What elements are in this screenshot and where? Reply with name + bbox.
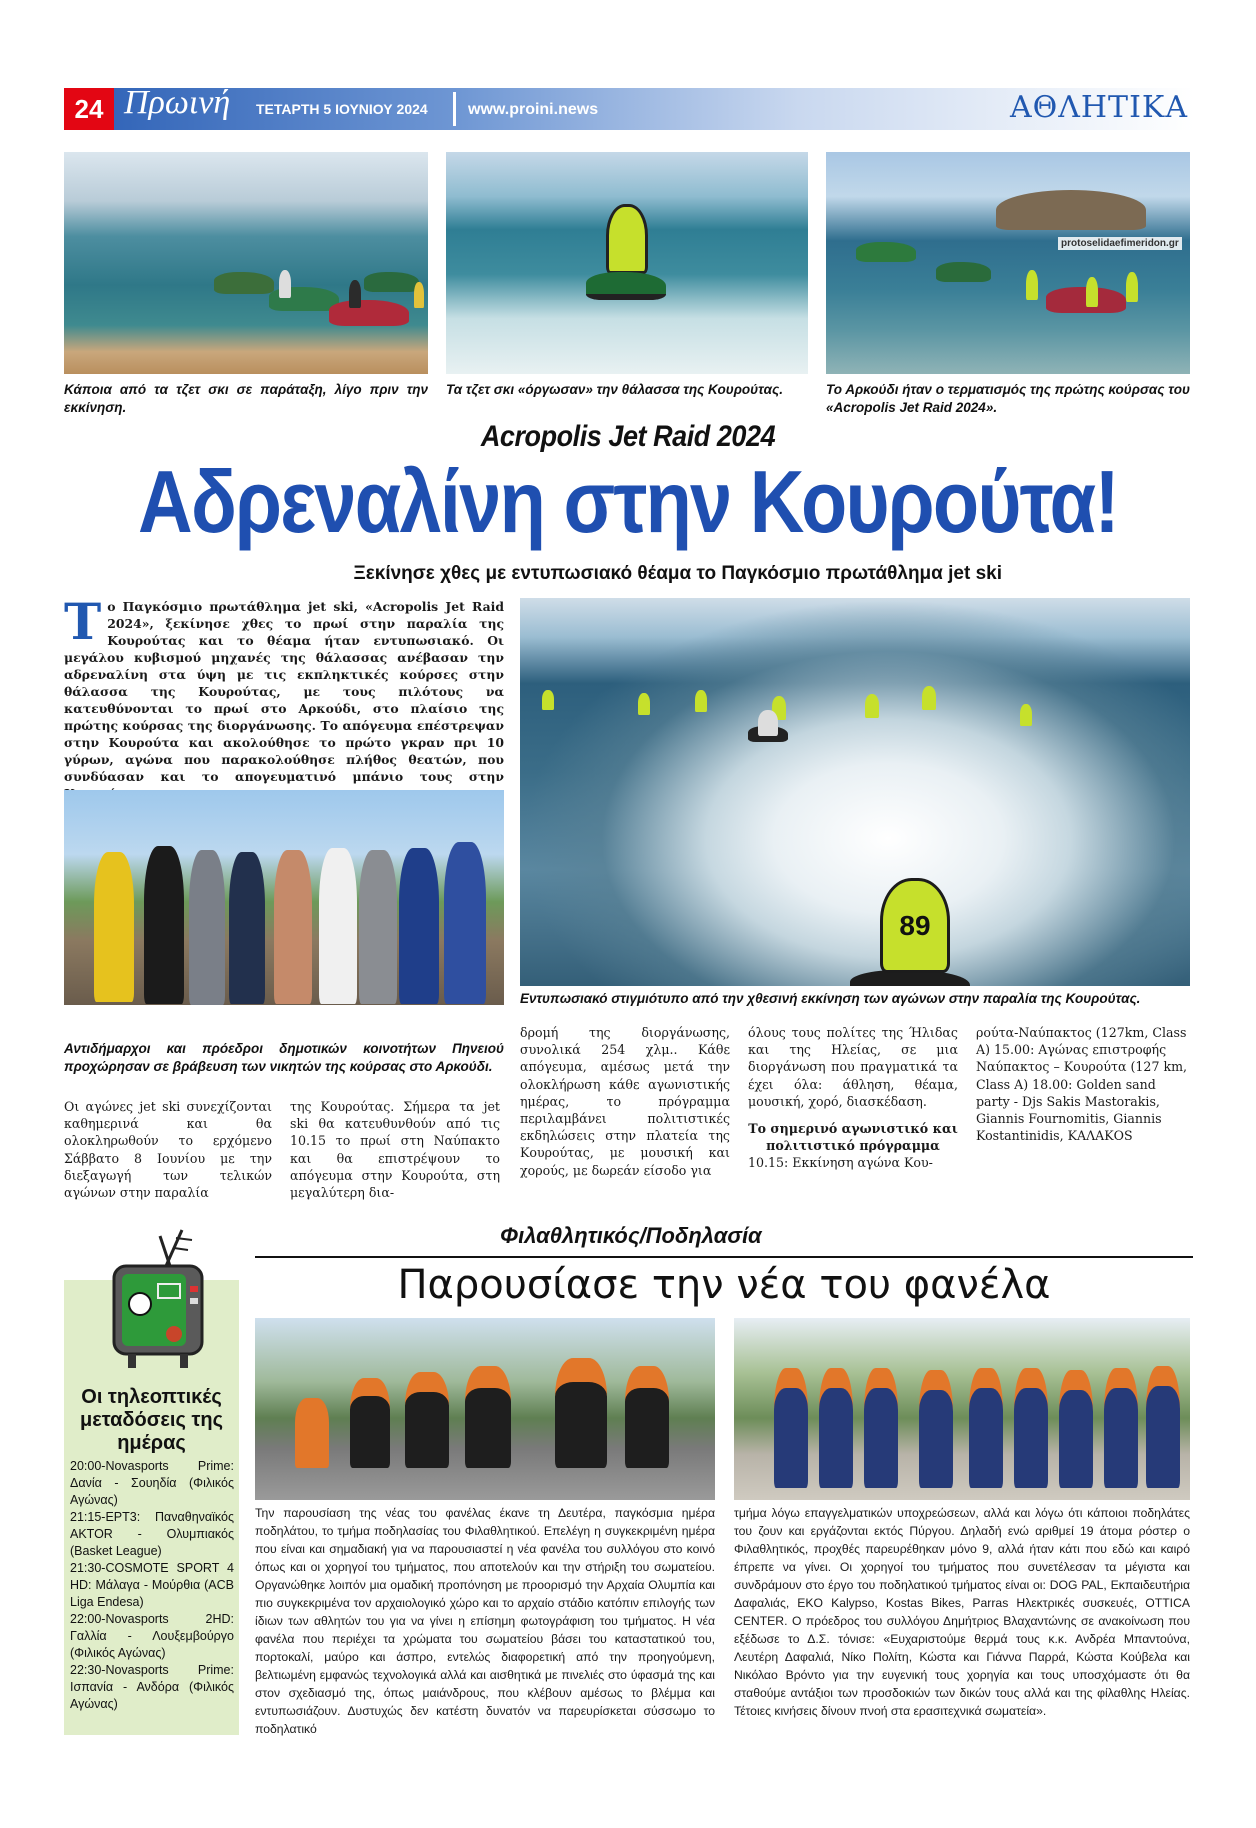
photo-race-start: [520, 598, 1190, 986]
photo-caption: Τα τζετ σκι «όργωσαν» την θάλασσα της Κουρούτας.: [446, 382, 783, 397]
photo-caption: Εντυπωσιακό στιγμιότυπο από την χθεσινή εκκίνηση των αγώνων στην παραλία της Κουρούτας.: [520, 991, 1141, 1006]
photo-cyclists-ride: [255, 1318, 715, 1500]
tv-listing-item: 22:30-Novasports Prime: Ισπανία - Ανδόρα (Φιλικός Αγώνας): [70, 1663, 234, 1711]
article-lead: [64, 592, 504, 802]
article-kicker: Acropolis Jet Raid 2024: [480, 420, 776, 453]
article-column: Οι αγώνες jet ski συνεχίζονται καθημερινά και θα ολοκληρωθούν το ερχόμενο Σάββατο 8 Ιουνίου με την διεξαγωγή των τελικών αγώνων στην παραλία: [64, 1099, 272, 1201]
watermark: protoselidaefimeridon.gr: [1058, 237, 1182, 250]
header-separator: [453, 92, 456, 126]
tv-listing-item: 20:00-Novasports Prime: Δανία - Σουηδία (Φιλικός Αγώνας): [70, 1459, 234, 1507]
section-title: ΑΘΛΗΤΙΚΑ: [1009, 90, 1188, 125]
article-column: της Κουρούτας. Σήμερα τα jet ski θα κατευθυνθούν από τις 10.15 το πρωί στη Ναύπακτο και θα επιστρέψουν το απόγευμα στην Κουρούτα, στη μεγαλύτερη δια-: [290, 1099, 500, 1201]
program-first-line: 10.15: Εκκίνηση αγώνα Κου-: [748, 1155, 933, 1171]
photo-caption: Αντιδήμαρχοι και πρόεδροι δημοτικών κοινοτήτων Πηνειού προχώρησαν σε βράβευση των νικητών της κούρσας στο Αρκούδι.: [64, 1041, 504, 1074]
tv-listings-title: Οι τηλεοπτικές μεταδόσεις της ημέρας: [80, 1386, 223, 1454]
section-rule: [255, 1256, 1193, 1258]
rider-number: 89: [899, 909, 931, 941]
tv-icon: [108, 1226, 208, 1376]
tv-listing-item: 21:15-ΕΡΤ3: Παναθηναϊκός AKTOR - Ολυμπιακός (Basket League): [70, 1510, 234, 1558]
article2-kicker: Φιλαθλητικός/Ποδηλασία: [500, 1223, 762, 1248]
photo-caption: Κάποια από τα τζετ σκι σε παράταξη, λίγο πριν την εκκίνηση.: [64, 382, 428, 415]
rider-89: [880, 878, 950, 973]
article2-headline: Παρουσίασε την νέα του φανέλα: [397, 1262, 1051, 1308]
photo-award-ceremony: [64, 790, 504, 1005]
lead-text: ο Παγκόσμιο πρωτάθλημα jet ski, «Acropolis Jet Raid 2024», ξεκίνησε χθες το πρωί στην παραλία της Κουρούτας και το θέαμα ήταν εντυπωσιακό. Οι μεγάλου κυβισμού μηχανές της θάλασσας ανέβασαν την αδρεναλίνη στα ύψη με τις εκπληκτικές κούρσες στην θάλασσα της Κουρούτας, με τους πιλότους να κατευθύνονται το πρωί στο Αρκούδι, στο πλαίσιο της πρώτης κούρσας της διοργάνωσης. Το απόγευμα επέστρεψαν στην Κουρούτα και ακολούθησε το πρώτο γκραν πρι 10 γύρων, αγώνα που παρακολούθησε πλήθος θεατών, που συνδύασαν και το απογευματινό μπάνιο τους στην: [64, 599, 504, 784]
tv-listings: [70, 1458, 234, 1713]
article-subhead: Ξεκίνησε χθες με εντυπωσιακό θέαμα το Παγκόσμιο πρωτάθλημα jet ski: [353, 563, 1002, 584]
masthead-brand: Πρωινή: [124, 84, 231, 121]
issue-date: ΤΕΤΑΡΤΗ 5 ΙΟΥΝΙΟΥ 2024: [256, 101, 428, 117]
tv-listing-item: 22:00-Novasports 2HD: Γαλλία - Λουξεμβούργο (Φιλικός Αγώνας): [70, 1612, 234, 1660]
photo-jetskis-lineup: [64, 152, 428, 374]
page-number: 24: [64, 88, 114, 130]
photo-arkoudi-finish: [826, 152, 1190, 374]
photo-jetski-rider: [446, 152, 808, 374]
drop-cap: Τ: [64, 592, 102, 651]
article-column: [748, 1024, 958, 1172]
column-text: όλους τους πολίτες της Ήλιδας και της Ηλείας, σε μια διοργάνωση που πραγματικά τα έχει όλα: άθληση, θέαμα, μουσική, χορό, διασκέδαση.: [748, 1025, 958, 1109]
program-heading: Το σημερινό αγωνιστικό και πολιτιστικό πρόγραμμα: [748, 1121, 958, 1154]
article-column: ρούτα-Ναύπακτος (127km, Class A) 15.00: Αγώνας επιστροφής Ναύπακτος – Κουρούτα (127 km, Class A) 18.00: Golden sand party - Djs Sakis Mastorakis, Giannis Fournomitis, Giannis Kostantinidis, ΚΑΛΑΚΟS: [976, 1025, 1188, 1144]
photo-cyclists-group: [734, 1318, 1190, 1500]
article2-column: Την παρουσίαση της νέας του φανέλας έκανε τη Δευτέρα, παγκόσμια ημέρα ποδηλάτου, το τμήμα ποδηλασίας του Φιλαθλητικού. Επελέγη η συγκεκριμένη ημέρα που είναι και σημαδιακή για να παρουσιαστεί η νέα φανέλα του συλλόγου στο κοινό όπως και οι χορηγοί του τμήματος, που αποτελούν και την στήριξη του σωματείου. Οργανώθηκε λοιπόν μια ομαδική προπόνηση με προορισμό την Αρχαία Ολυμπία και πιο συγκεκριμένα τον αρχαιολογικό χώρο και το αρχαίο στάδιο κατόπιν επιλογής των ίδιων των αθλητών του για να γίνει η επίσημη φωτογράφιση του τμήματος. Η νέα φανέλα που περιέχει τα χρώματα του σωματείου βάσει του καταστατικού του, πορτοκαλί, μαύρο και άσπρο, εντελώς διαφορετική από την προηγούμενη, βελτιωμένη εμφανώς τεχνολογικά αλλά και αισθητικά με πινελιές στο ύφασμά της και στον σχεδιασμό της, όπως μαιάνδρους, που κλέβουν αμέσως το βλέμμα και εντυπωσιάζουν. Δυστυχώς δεν κατέστη δυνατόν να παρευρίσκεται σύσσωμο το ποδηλατικό: [255, 1506, 715, 1736]
article-headline: Αδρεναλίνη στην Κουρούτα!: [138, 452, 1118, 551]
website-link[interactable]: www.proini.news: [468, 101, 599, 118]
photo-caption: Το Αρκούδι ήταν ο τερματισμός της πρώτης κούρσας του «Acropolis Jet Raid 2024».: [826, 382, 1190, 415]
article2-column: τμήμα λόγω επαγγελματικών υποχρεώσεων, αλλά και λόγω ότι κάποιοι ποδηλάτες του ζουν και εργάζονται εκτός Πύργου. Δηλαδή ενώ αριθμεί 19 άτομα ρόστερ ο Φιλαθλητικός, προχθές παρευρέθηκαν μόνο 9, αλλά ήταν κάτι που εδώ και καιρό έπρεπε να γίνει. Οι χορηγοί του τμήματος που συνετέλεσαν τα μέγιστα και συνδράμουν στο έργο του ποδηλατικού τμήματος είναι οι: DOG PAL, Εκπαιδευτήρια Δαφαλιάς, EKO Kalypso, Kostas Bikes, Parras Ηλεκτρικές συσκευές, OTTICA CENTER. Ο πρόεδρος του συλλόγου Δημήτριος Βλαχαντώνης σε ανακοίνωση που εξέδωσε το Δ.Σ. τόνισε: «Ευχαριστούμε θερμά τους κ.κ. Ανδρέα Μπαντούνα, Λευτέρη Δαφαλιά, Νίκο Πολίτη, Κώστα και Γιάννα Παρρά, Κώστα Κούβελα και Νικόλαο Βρόντο για την ευγενική τους χορηγία και τους υποσχόμαστε ότι θα σταθούμε αντάξιοι των προσδοκιών των δικών τους αλλά και της φίλαθλης Ηλείας. Τέτοιες κινήσεις δίνουν πνοή στα ερασιτεχνικά σωματεία».: [734, 1506, 1190, 1718]
article-column: δρομή της διοργάνωσης, συνολικά 254 χλμ.. Κάθε απόγευμα, αμέσως μετά την ολοκλήρωση κάθε αγωνιστικής ημέρας, το πρόγραμμα περιλαμβάνει πολιτιστικές εκδηλώσεις στην πλατεία της Κουρούτας, με μουσική και χορούς, με δωρεάν είσοδο για: [520, 1025, 730, 1178]
tv-listing-item: 21:30-COSMOTE SPORT 4 HD: Μάλαγα - Μούρθια (ACB Liga Endesa): [70, 1561, 234, 1609]
